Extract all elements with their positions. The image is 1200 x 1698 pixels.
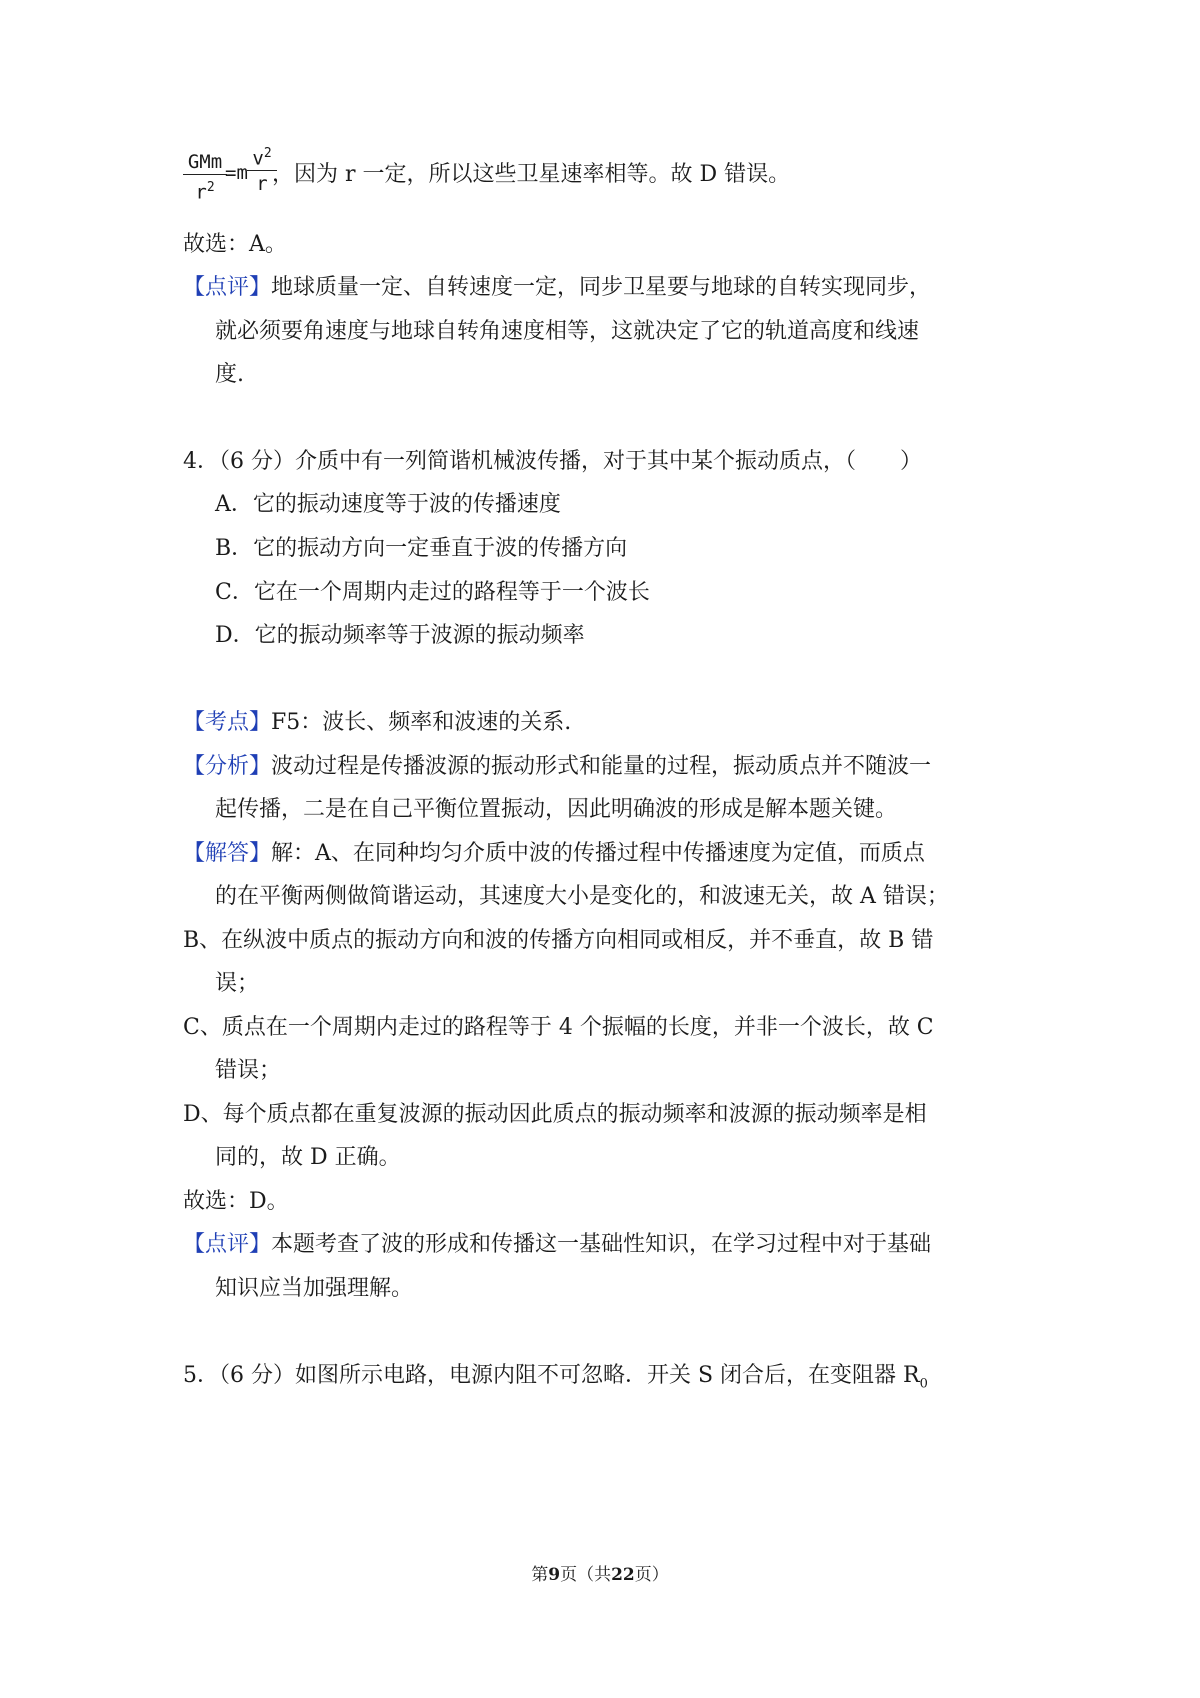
q4-jieda-line-2: 的在平衡两侧做简谐运动，其速度大小是变化的，和波速无关，故 A 错误； xyxy=(215,884,949,909)
q3-answer: 故选：A。 xyxy=(183,232,287,257)
q3-review-line-1: 【点评】地球质量一定、自转速度一定，同步卫星要与地球的自转实现同步， xyxy=(183,275,932,300)
review-tag: 【点评】 xyxy=(183,275,272,300)
q4-fenxi-line-2: 起传播，二是在自己平衡位置振动，因此明确波的形成是解本题关键。 xyxy=(215,797,898,822)
q4-dianping-line-1: 【点评】本题考查了波的形成和传播这一基础性知识，在学习过程中对于基础 xyxy=(183,1232,932,1257)
fraction-gmm-over-r2 xyxy=(183,150,227,205)
q4-jieda-line-4: 误； xyxy=(215,971,260,996)
q4-fenxi-line-1: 【分析】波动过程是传播波源的振动形式和能量的过程，振动质点并不随波一 xyxy=(183,754,932,779)
q4-jieda-line-6: 错误； xyxy=(215,1058,282,1083)
fenxi-tag: 【分析】 xyxy=(183,754,272,779)
q4-stem: 4．（6 分）介质中有一列简谐机械波传播，对于其中某个振动质点，（ ） xyxy=(183,449,922,474)
kaodian-tag: 【考点】 xyxy=(183,710,272,735)
q4-option-d: D．它的振动频率等于波源的振动频率 xyxy=(215,623,585,648)
q4-jieda-line-5: C、质点在一个周期内走过的路程等于 4 个振幅的长度，并非一个波长，故 C xyxy=(183,1015,934,1040)
q4-kaodian: 【考点】F5：波长、频率和波速的关系. xyxy=(183,710,572,735)
q4-answer: 故选：D。 xyxy=(183,1189,289,1214)
formula-equals: =m xyxy=(225,162,248,184)
q3-review-line-3: 度. xyxy=(215,362,244,387)
q4-dianping-line-2: 知识应当加强理解。 xyxy=(215,1276,414,1301)
subscript-zero: 0 xyxy=(919,1376,928,1392)
fraction-denominator: r xyxy=(256,173,268,196)
q4-option-c: C．它在一个周期内走过的路程等于一个波长 xyxy=(215,580,650,605)
total-page-count: 22 xyxy=(611,1565,635,1585)
q4-option-b: B．它的振动方向一定垂直于波的传播方向 xyxy=(215,536,628,561)
q4-jieda-line-7: D、每个质点都在重复波源的振动因此质点的振动频率和波源的振动频率是相 xyxy=(183,1102,927,1127)
page-footer: 第9页（共22页） xyxy=(531,1565,669,1585)
q4-option-a: A．它的振动速度等于波的传播速度 xyxy=(215,492,561,517)
fraction-denominator: $r^2$ xyxy=(195,180,215,204)
q4-jieda-line-1: 【解答】解：A、在同种均匀介质中波的传播过程中传播速度为定值，而质点 xyxy=(183,841,925,866)
q4-jieda-line-8: 同的，故 D 正确。 xyxy=(215,1145,401,1170)
dianping-tag: 【点评】 xyxy=(183,1232,272,1257)
q4-jieda-line-3: B、在纵波中质点的振动方向和波的传播方向相同或相反，并不垂直，故 B 错 xyxy=(183,928,934,953)
fraction-numerator: $v^2$ xyxy=(247,142,277,171)
current-page-number: 9 xyxy=(548,1565,561,1585)
fraction-numerator: GMm xyxy=(183,150,227,175)
q5-stem: 5．（6 分）如图所示电路，电源内阻不可忽略．开关 S 闭合后，在变阻器 $R_0$ xyxy=(183,1363,928,1392)
formula-conclusion: ，因为 r 一定，所以这些卫星速率相等。故 D 错误。 xyxy=(272,162,791,187)
q3-review-line-2: 就必须要角速度与地球自转角速度相等，这就决定了它的轨道高度和线速 xyxy=(215,319,920,344)
jieda-tag: 【解答】 xyxy=(183,841,272,866)
